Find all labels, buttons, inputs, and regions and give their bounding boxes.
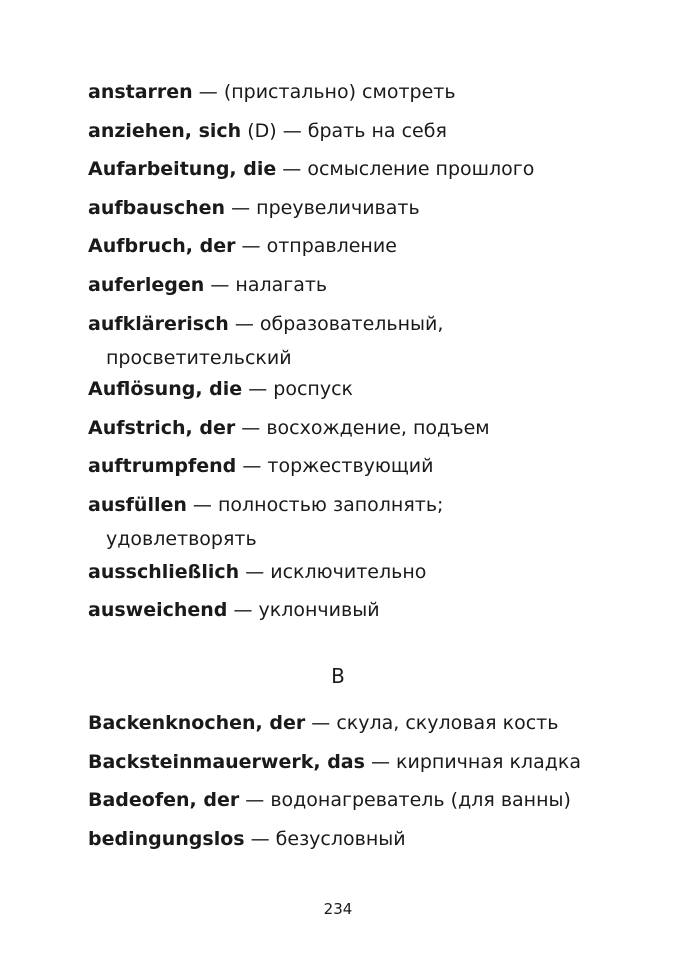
entry-translation: отправление bbox=[266, 235, 397, 257]
dictionary-entry bbox=[88, 492, 608, 552]
entry-term: aufklärerisch bbox=[88, 313, 229, 335]
section-letter-heading: B bbox=[331, 664, 345, 688]
entry-separator: — bbox=[242, 378, 274, 400]
entry-translation: водонагреватель (для ванны) bbox=[270, 789, 571, 811]
dictionary-entry bbox=[88, 415, 608, 441]
dictionary-entry bbox=[88, 749, 608, 775]
entry-translation: образовательный, bbox=[259, 313, 444, 335]
entry-separator: — bbox=[227, 599, 259, 621]
dictionary-entry bbox=[88, 826, 608, 852]
entry-separator: — bbox=[192, 81, 224, 103]
entry-separator: — bbox=[244, 828, 276, 850]
dictionary-entry bbox=[88, 597, 608, 623]
entry-term: Aufstrich, der bbox=[88, 417, 236, 439]
entry-term: ausschließlich bbox=[88, 561, 240, 583]
entry-translation: налагать bbox=[235, 274, 328, 296]
entry-term: ausweichend bbox=[88, 599, 228, 621]
entry-term: Backenknochen, der bbox=[88, 712, 306, 734]
entry-term: Backsteinmauerwerk, das bbox=[88, 751, 365, 773]
entry-translation: преувеличивать bbox=[256, 197, 420, 219]
entry-separator: — bbox=[235, 235, 267, 257]
entry-translation: брать на себя bbox=[307, 120, 447, 142]
dictionary-entry bbox=[88, 195, 608, 221]
entry-separator: — bbox=[239, 561, 271, 583]
entry-term: Aufbruch, der bbox=[88, 235, 236, 257]
dictionary-entry bbox=[88, 156, 608, 182]
dictionary-entry bbox=[88, 376, 608, 402]
entry-translation: роспуск bbox=[273, 378, 353, 400]
entry-separator: — bbox=[305, 712, 337, 734]
entry-separator: — bbox=[225, 197, 257, 219]
entry-separator: — bbox=[236, 455, 268, 477]
entry-translation: (пристально) смотреть bbox=[223, 81, 456, 103]
entry-separator: — bbox=[364, 751, 397, 773]
entry-term: auftrumpfend bbox=[88, 455, 237, 477]
entry-translation: осмысление прошлого bbox=[307, 158, 535, 180]
dictionary-entry bbox=[88, 118, 608, 144]
dictionary-entry bbox=[88, 311, 608, 371]
entry-term: Badeofen, der bbox=[88, 789, 240, 811]
entry-separator: — bbox=[204, 274, 236, 296]
dictionary-entry bbox=[88, 710, 608, 736]
entry-translation: восхождение, подъем bbox=[266, 417, 490, 439]
dictionary-entry bbox=[88, 233, 608, 259]
entry-separator: — bbox=[235, 417, 267, 439]
entry-translation: исключительно bbox=[270, 561, 427, 583]
entry-term: anziehen, sich bbox=[88, 120, 242, 142]
entry-translation-continued: удовлетворять bbox=[106, 528, 257, 550]
entry-term: Aufarbeitung, die bbox=[88, 158, 277, 180]
entry-term: anstarren bbox=[88, 81, 193, 103]
entry-separator: — bbox=[186, 494, 218, 516]
dictionary-entry bbox=[88, 79, 608, 105]
dictionary-entry bbox=[88, 272, 608, 298]
entry-translation: торжествующий bbox=[267, 455, 434, 477]
entry-translation: скула, скуловая кость bbox=[336, 712, 559, 734]
entry-separator: — bbox=[276, 158, 308, 180]
entry-term: aufbauschen bbox=[88, 197, 226, 219]
entry-separator: — bbox=[239, 789, 271, 811]
entry-separator: — bbox=[228, 313, 260, 335]
entry-term: ausfüllen bbox=[88, 494, 187, 516]
dictionary-entry bbox=[88, 453, 608, 479]
page-number: 234 bbox=[323, 900, 353, 918]
dictionary-entry bbox=[88, 559, 608, 585]
dictionary-entry bbox=[88, 787, 608, 813]
entry-translation: кирпичная кладка bbox=[396, 751, 581, 773]
entry-translation-continued: просветительский bbox=[106, 347, 292, 369]
entry-translation: полностью заполнять; bbox=[217, 494, 444, 516]
entry-term: bedingungslos bbox=[88, 828, 245, 850]
entry-translation: уклончивый bbox=[258, 599, 380, 621]
entry-term: Auflösung, die bbox=[88, 378, 243, 400]
entry-separator: (D) — bbox=[241, 120, 308, 142]
entry-term: auferlegen bbox=[88, 274, 205, 296]
entry-translation: безусловный bbox=[275, 828, 406, 850]
